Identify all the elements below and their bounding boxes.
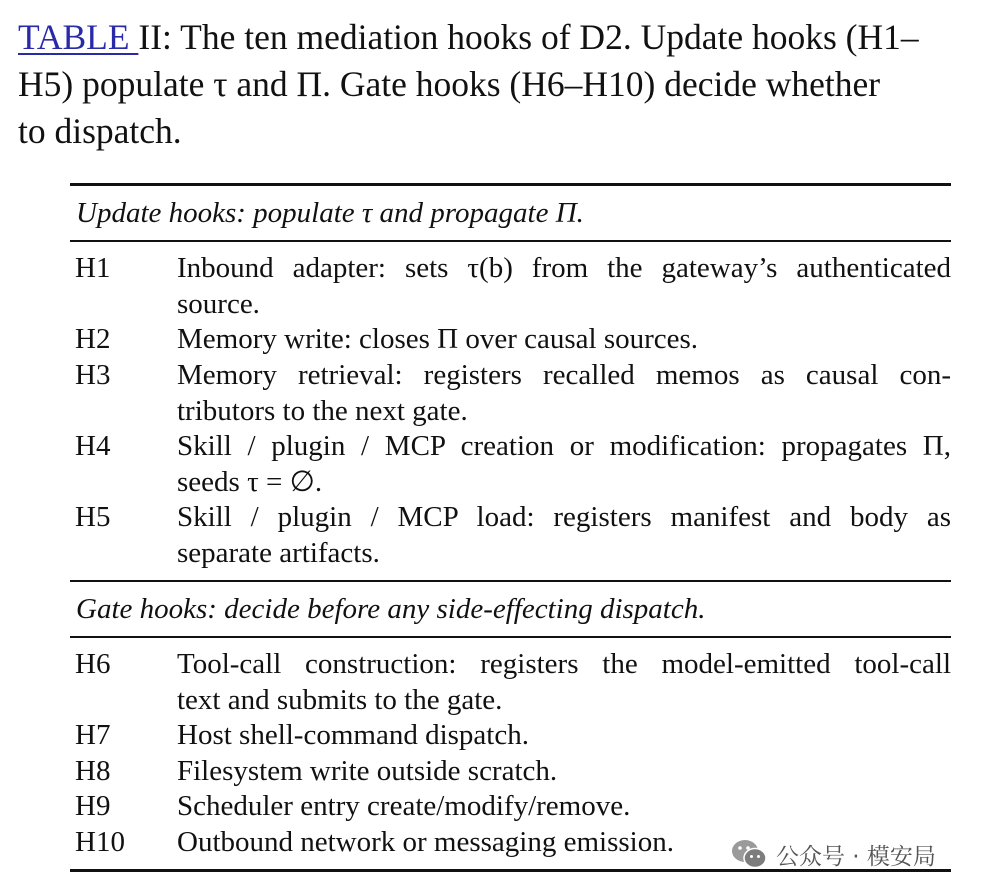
table-top-rule — [70, 183, 951, 186]
hook-desc-h4 — [177, 429, 951, 500]
hook-desc-line: Skill / plugin / MCP load: registers manifest and body as — [177, 501, 951, 533]
hook-id-h5: H5 — [75, 501, 111, 533]
hook-desc-h1 — [177, 251, 951, 322]
hook-desc-line: Skill / plugin / MCP creation or modification: propagates Π, — [177, 430, 951, 462]
table-link[interactable]: TABLE — [18, 17, 139, 57]
hook-desc-line: Tool-call construction: registers the model-emitted tool-call — [177, 648, 951, 680]
caption-line-1-text: II: The ten mediation hooks of D2. Update hooks (H1– — [138, 17, 919, 57]
hook-id-h1: H1 — [75, 252, 111, 284]
hook-id-h8: H8 — [75, 755, 111, 787]
gate-heading-rule — [70, 636, 951, 638]
hook-desc-line: Host shell-command dispatch. — [177, 719, 529, 751]
update-hooks-heading: Update hooks: populate τ and propagate Π. — [76, 197, 584, 229]
caption-line-1 — [18, 14, 1006, 61]
hook-desc-line: Inbound adapter: sets τ(b) from the gateway’s authenticated — [177, 252, 951, 284]
hook-desc-line: separate artifacts. — [177, 536, 380, 569]
caption-line-2: H5) populate τ and Π. Gate hooks (H6–H10) decide whether — [18, 64, 881, 104]
hook-desc-h8 — [177, 754, 951, 790]
watermark — [730, 834, 936, 874]
hook-desc-h3 — [177, 358, 951, 429]
hook-id-h3: H3 — [75, 359, 111, 391]
hook-desc-line: tributors to the next gate. — [177, 394, 468, 427]
hook-id-h10: H10 — [75, 826, 125, 858]
hook-id-h9: H9 — [75, 790, 111, 822]
wechat-icon — [730, 837, 768, 871]
hook-desc-line: Scheduler entry create/modify/remove. — [177, 790, 631, 822]
hook-desc-h9 — [177, 789, 951, 825]
section-divider-rule — [70, 580, 951, 582]
hook-desc-line: Memory retrieval: registers recalled memos as causal con- — [177, 359, 951, 391]
caption-line-3: to dispatch. — [18, 111, 182, 151]
watermark-text: 公众号 · 模安局 — [776, 843, 936, 870]
update-heading-rule — [70, 240, 951, 242]
hook-desc-h5 — [177, 500, 951, 571]
hook-desc-h6 — [177, 647, 951, 718]
gate-hooks-heading: Gate hooks: decide before any side-effecting dispatch. — [76, 593, 706, 625]
hook-desc-line: Outbound network or messaging emission. — [177, 826, 674, 858]
hook-id-h2: H2 — [75, 323, 111, 355]
hook-desc-h7 — [177, 718, 951, 754]
hook-id-h6: H6 — [75, 648, 111, 680]
hook-desc-line: text and submits to the gate. — [177, 683, 503, 716]
hook-desc-line: Filesystem write outside scratch. — [177, 755, 558, 787]
hook-id-h4: H4 — [75, 430, 111, 462]
hook-desc-line: source. — [177, 287, 260, 320]
hook-id-h7: H7 — [75, 719, 111, 751]
table-caption — [18, 14, 1006, 155]
hook-desc-line: Memory write: closes Π over causal sources. — [177, 323, 699, 355]
hook-desc-line: seeds τ = ∅. — [177, 465, 323, 498]
hook-desc-h2 — [177, 322, 951, 358]
